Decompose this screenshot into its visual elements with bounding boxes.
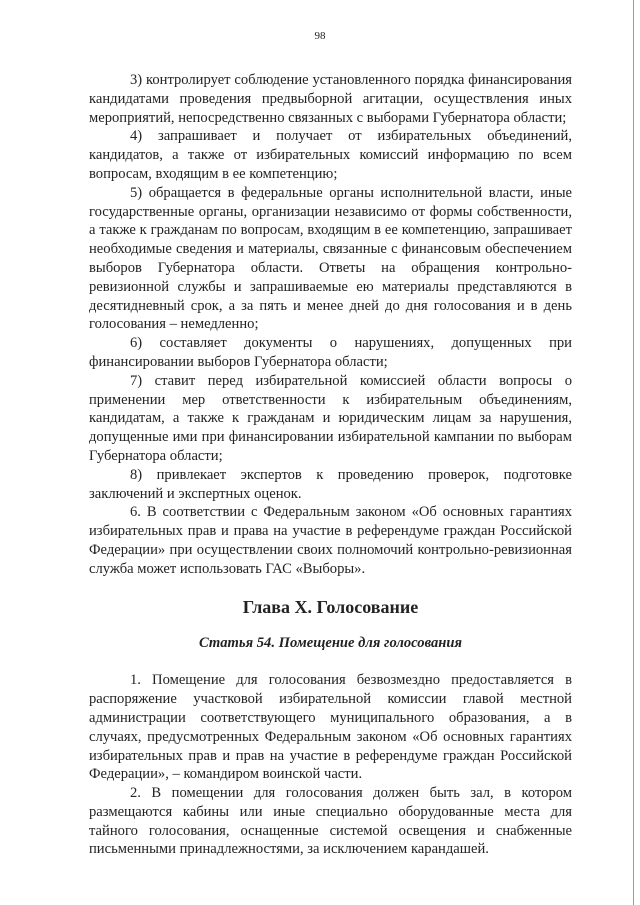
page-number: 98 — [314, 30, 326, 42]
paragraph-item-7: 7) ставит перед избирательной комиссией области вопросы о применении мер ответственности к избирательным объединениям, кандидатам, а также к гражданам и юридическим лицам за нарушения, допущенные ими при финансировании избирательной кампании по выборам Губернатора области; — [89, 372, 572, 464]
paragraph-item-8: 8) привлекает экспертов к проведению проверок, подготовке заключений и экспертных оценок. — [89, 466, 572, 502]
paragraph-item-5: 5) обращается в федеральные органы исполнительной власти, иные государственные органы, организации независимо от формы собственности, а также к гражданам по вопросам, входящим в ее компетенцию, запрашивает необходимые сведения и материалы, связанные с финансовым обеспечением выборов Губернатора области. Ответы на обращения контрольно-ревизионной службы и запрашиваемые ею материалы представляются в десятидневный срок, а за пять и менее дней до дня голосования и в день голосования – немедленно; — [89, 184, 572, 333]
paragraph-clause-1: 1. Помещение для голосования безвозмездно предоставляется в распоряжение участковой избирательной комиссии главой местной администрации соответствующего муниципального образования, а в случаях, предусмотренных Федеральным законом «Об основных гарантиях избирательных прав и прав на участие в референдуме граждан Российской Федерации», – командиром воинской части. — [89, 672, 572, 783]
page-edge-line — [633, 0, 634, 905]
paragraph-item-3: 3) контролирует соблюдение установленного порядка финансирования кандидатами проведения предвыборной агитации, осуществления иных мероприятий, непосредственно связанных с выборами Губернатора области; — [89, 72, 572, 126]
paragraph-clause-6: 6. В соответствии с Федеральным законом «Об основных гарантиях избирательных прав и права на участие в референдуме граждан Российской Федерации» при осуществлении своих полномочий контрольно-ревизионная служба может использовать ГАС «Выборы». — [89, 504, 572, 577]
chapter-title: Глава X. Голосование — [242, 596, 419, 617]
paragraph-item-6: 6) составляет документы о нарушениях, допущенных при финансировании выборов Губернатора области; — [89, 335, 572, 370]
article-title: Статья 54. Помещение для голосования — [198, 634, 463, 651]
paragraph-item-4: 4) запрашивает и получает от избирательных объединений, кандидатов, а также от избирательных комиссий информацию по всем вопросам, входящим в ее компетенцию; — [89, 128, 572, 182]
paragraph-clause-2: 2. В помещении для голосования должен быть зал, в котором размещаются кабины или иные специально оборудованные места для тайного голосования, оснащенные системой освещения и снабженные письменными принадлежностями, за исключением карандашей. — [89, 785, 572, 858]
document-body — [89, 71, 572, 859]
